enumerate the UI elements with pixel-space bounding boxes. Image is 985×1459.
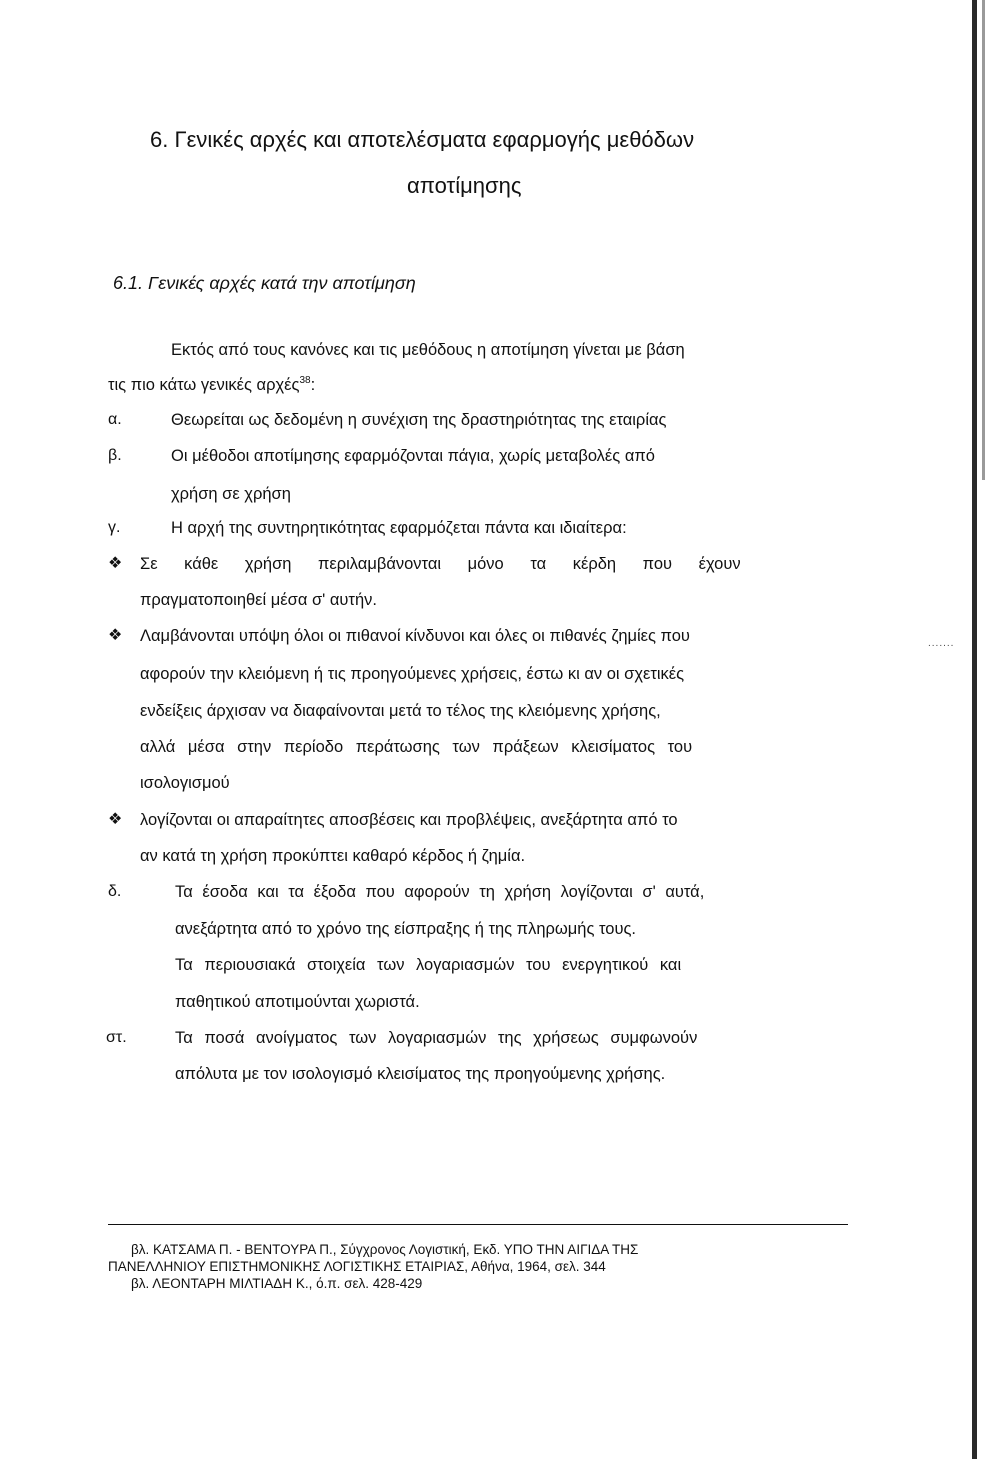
chapter-title-line1: 6. Γενικές αρχές και αποτελέσματα εφαρμογής μεθόδων: [150, 127, 695, 152]
footnote-ref: 38: [299, 375, 311, 386]
item-b-marker: β.: [108, 447, 122, 464]
footnote-38: βλ. ΚΑΤΣΑΜΑ Π. - ΒΕΝΤΟΥΡΑ Π., Σύγχρονος Λογιστική, Εκδ. ΥΠΟ ΤΗΝ ΑΙΓΙΔΑ ΤΗΣ: [131, 1242, 639, 1257]
item-c-marker: γ.: [108, 519, 121, 536]
item-e-line1: Τα περιουσιακά στοιχεία των λογαριασμών του ενεργητικού και: [175, 956, 682, 974]
bullet-2-line1: Λαμβάνονται υπόψη όλοι οι πιθανοί κίνδυνοι και όλες οι πιθανές ζημίες που: [140, 627, 690, 645]
bullet-3-icon: ❖: [108, 811, 123, 828]
footnote-38-cont: ΠΑΝΕΛΛΗΝΙΟΥ ΕΠΙΣΤΗΜΟΝΙΚΗΣ ΛΟΓΙΣΤΙΚΗΣ ΕΤΑΙΡΙΑΣ, Αθήνα, 1964, σελ. 344: [108, 1259, 606, 1274]
section-title: 6.1. Γενικές αρχές κατά την αποτίμηση: [113, 273, 416, 293]
bullet-2-line5: ισολογισμού: [140, 774, 230, 792]
intro-line1: Εκτός από τους κανόνες και τις μεθόδους η αποτίμηση γίνεται με βάση: [171, 341, 685, 359]
chapter-title-line2: αποτίμησης: [407, 173, 522, 198]
item-b-line1-text: Οι μέθοδοι αποτίμησης εφαρμόζονται πάγια, χωρίς μεταβολές από: [171, 447, 655, 465]
item-c-text: Η αρχή της συντηρητικότητας εφαρμόζεται πάντα και ιδιαίτερα:: [171, 519, 627, 537]
bullet-3-line2: αν κατά τη χρήση προκύπτει καθαρό κέρδος ή ζημία.: [140, 847, 526, 865]
item-b-line2: χρήση σε χρήση: [171, 485, 291, 503]
item-f-line1: Τα ποσά ανοίγματος των λογαριασμών της χρήσεως συμφωνούν: [175, 1029, 698, 1047]
intro-line2: [108, 375, 315, 398]
bullet-1-icon: ❖: [108, 555, 123, 572]
footnote-39: βλ. ΛΕΟΝΤΑΡΗ ΜΙΛΤΙΑΔΗ Κ., ό.π. σελ. 428-429: [131, 1276, 423, 1291]
item-d-line2: ανεξάρτητα από το χρόνο της είσπραξης ή της πληρωμής τους.: [175, 920, 637, 938]
item-a-text: Θεωρείται ως δεδομένη η συνέχιση της δραστηριότητας της εταιρίας: [171, 411, 667, 429]
bullet-3-line1: λογίζονται οι απαραίτητες αποσβέσεις και προβλέψεις, ανεξάρτητα από το: [140, 811, 678, 829]
footnote-separator: [108, 1224, 848, 1225]
bullet-1-line1: Σε κάθε χρήση περιλαμβάνονται μόνο τα κέρδη που έχουν: [140, 555, 741, 573]
bullet-1-line2: πραγματοποιηθεί μέσα σ' αυτήν.: [140, 591, 377, 609]
bullet-2-icon: ❖: [108, 627, 123, 644]
item-e-line2: παθητικού αποτιμούνται χωριστά.: [175, 993, 420, 1011]
item-f-marker: στ.: [106, 1029, 127, 1046]
item-a-marker: α.: [108, 411, 122, 428]
intro-line2-colon: :: [310, 376, 316, 394]
scan-artifact-dots: .......: [928, 638, 955, 649]
item-d-line1: Τα έσοδα και τα έξοδα που αφορούν τη χρήση λογίζονται σ' αυτά,: [175, 883, 705, 901]
item-d-marker: δ.: [108, 883, 122, 900]
item-b-line1: [171, 446, 849, 466]
item-f-line2: απόλυτα με τον ισολογισμό κλεισίματος της προηγούμενης χρήσης.: [175, 1065, 666, 1083]
intro-line2-text: τις πιο κάτω γενικές αρχές: [108, 376, 300, 394]
bullet-2-line3: ενδείξεις άρχισαν να διαφαίνονται μετά το τέλος της κλειόμενης χρήσης,: [140, 702, 661, 720]
bullet-2-line2: αφορούν την κλειόμενη ή τις προηγούμενες χρήσεις, έστω κι αν οι σχετικές: [140, 665, 685, 683]
bullet-2-line4: αλλά μέσα στην περίοδο περάτωσης των πράξεων κλεισίματος του: [140, 738, 693, 756]
scan-edge-shadow: [972, 0, 977, 1459]
